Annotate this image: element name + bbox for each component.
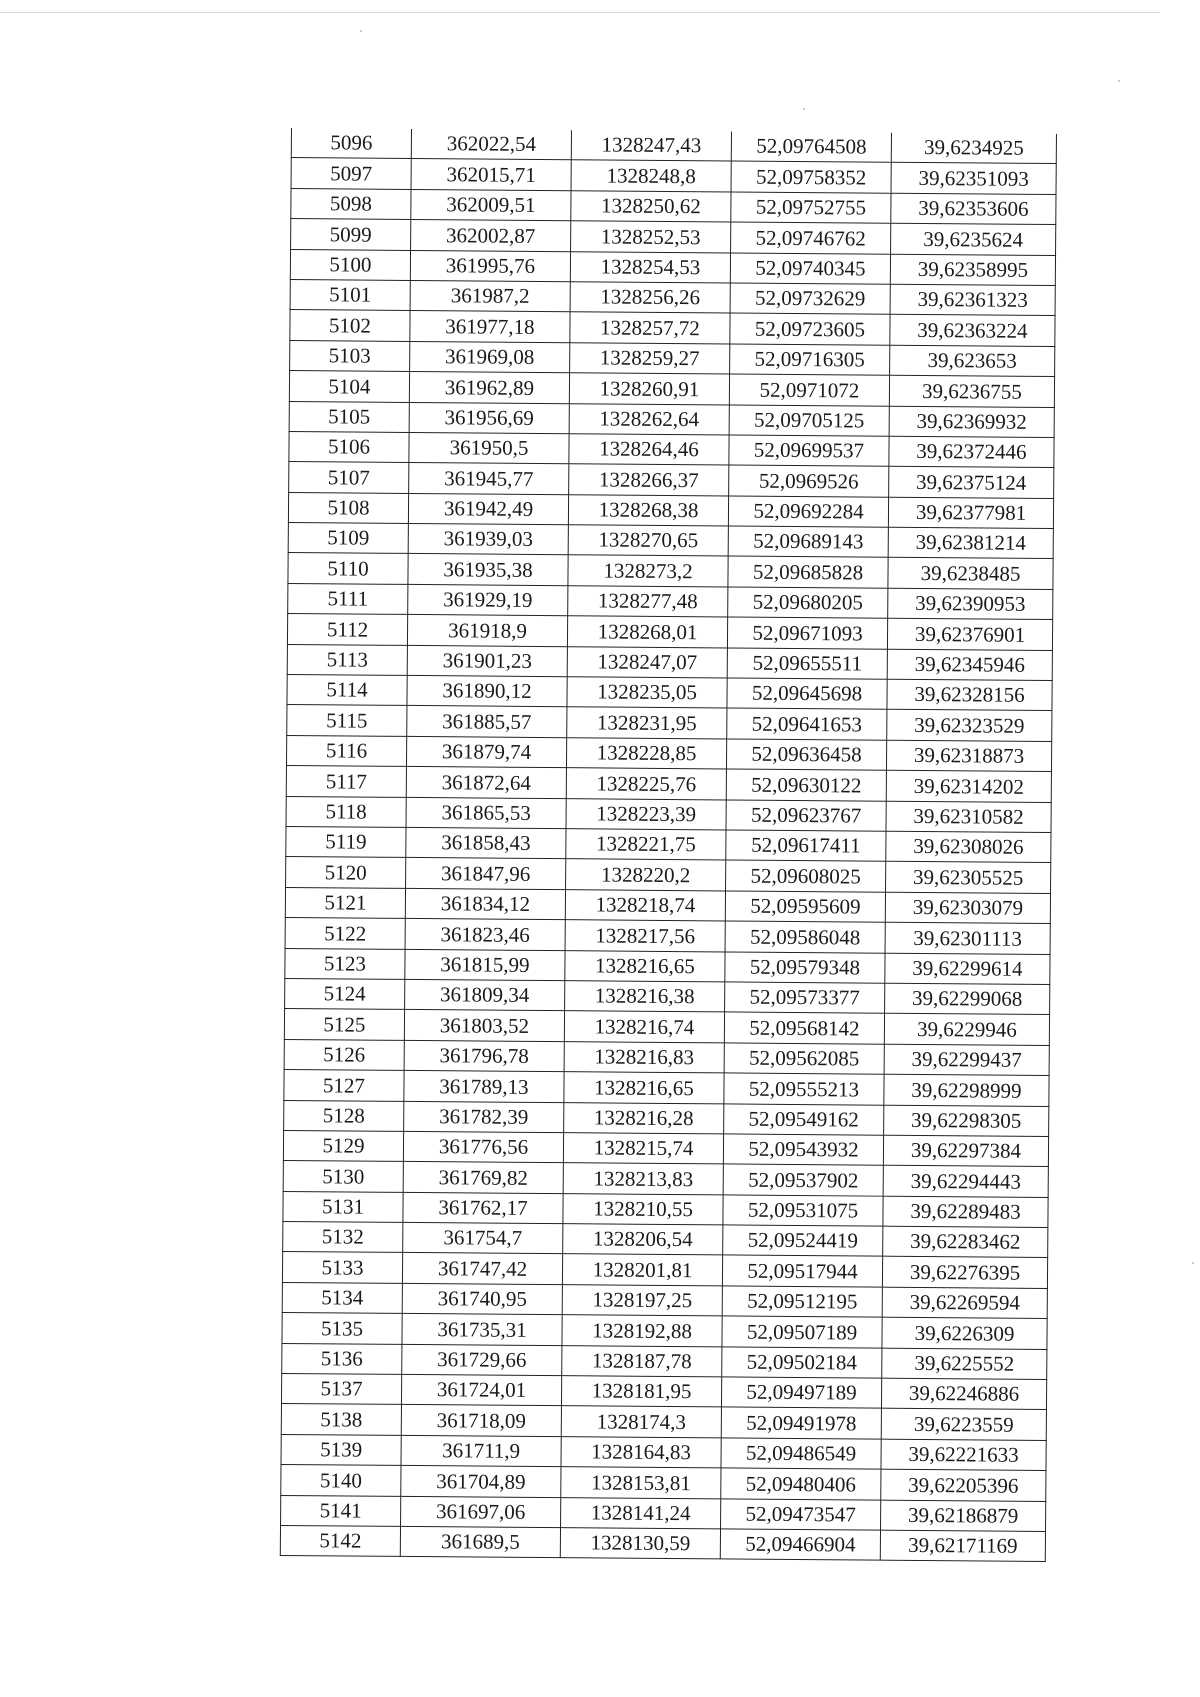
longitude-cell: 39,62221633: [881, 1439, 1046, 1471]
longitude-cell: 39,62297384: [883, 1135, 1048, 1167]
longitude-cell: 39,6229946: [884, 1014, 1049, 1046]
point-number-cell: 5098: [291, 188, 411, 219]
longitude-cell: 39,62289483: [883, 1196, 1048, 1228]
x-coordinate-cell: 361769,82: [403, 1162, 563, 1194]
longitude-cell: 39,62205396: [881, 1469, 1046, 1501]
point-number-cell: 5111: [288, 583, 408, 614]
y-coordinate-cell: 1328264,46: [569, 434, 729, 466]
y-coordinate-cell: 1328216,65: [564, 1072, 724, 1104]
longitude-cell: 39,62299614: [885, 953, 1050, 985]
longitude-cell: 39,62301113: [885, 922, 1050, 954]
y-coordinate-cell: 1328223,39: [566, 798, 726, 830]
x-coordinate-cell: 362002,87: [411, 220, 571, 252]
longitude-cell: 39,62294443: [883, 1165, 1048, 1197]
x-coordinate-cell: 361782,39: [404, 1101, 564, 1133]
x-coordinate-cell: 361711,9: [401, 1435, 561, 1467]
latitude-cell: 52,09531075: [723, 1195, 883, 1227]
latitude-cell: 52,09716305: [730, 344, 890, 376]
point-number-cell: 5130: [283, 1161, 403, 1192]
longitude-cell: 39,62269594: [882, 1287, 1047, 1319]
longitude-cell: 39,6225552: [882, 1348, 1047, 1380]
longitude-cell: 39,62345946: [887, 649, 1052, 681]
x-coordinate-cell: 362009,51: [411, 189, 571, 221]
x-coordinate-cell: 361815,99: [405, 949, 565, 981]
y-coordinate-cell: 1328268,38: [568, 494, 728, 526]
latitude-cell: 52,09517944: [722, 1255, 882, 1287]
x-coordinate-cell: 361847,96: [406, 858, 566, 890]
point-number-cell: 5135: [282, 1313, 402, 1344]
x-coordinate-cell: 361689,5: [400, 1526, 560, 1558]
latitude-cell: 52,09705125: [729, 404, 889, 436]
y-coordinate-cell: 1328247,07: [567, 646, 727, 678]
longitude-cell: 39,62246886: [881, 1378, 1046, 1410]
latitude-cell: 52,09671093: [727, 617, 887, 649]
point-number-cell: 5133: [282, 1252, 402, 1283]
longitude-cell: 39,62299068: [885, 983, 1050, 1015]
point-number-cell: 5125: [284, 1009, 404, 1040]
longitude-cell: 39,62363224: [890, 315, 1055, 347]
point-number-cell: 5112: [287, 614, 407, 645]
y-coordinate-cell: 1328164,83: [561, 1436, 721, 1468]
y-coordinate-cell: 1328197,25: [562, 1285, 722, 1317]
x-coordinate-cell: 361823,46: [405, 919, 565, 951]
longitude-cell: 39,623653: [890, 345, 1055, 377]
point-number-cell: 5117: [286, 766, 406, 797]
latitude-cell: 52,09758352: [731, 161, 891, 193]
y-coordinate-cell: 1328250,62: [571, 190, 731, 222]
point-number-cell: 5123: [285, 948, 405, 979]
x-coordinate-cell: 361789,13: [404, 1071, 564, 1103]
x-coordinate-cell: 361987,2: [410, 280, 570, 312]
point-number-cell: 5109: [288, 523, 408, 554]
latitude-cell: 52,09486549: [721, 1438, 881, 1470]
x-coordinate-cell: 361729,66: [402, 1344, 562, 1376]
x-coordinate-cell: 361939,03: [408, 524, 568, 556]
x-coordinate-cell: 361724,01: [401, 1374, 561, 1406]
x-coordinate-cell: 361872,64: [406, 767, 566, 799]
point-number-cell: 5116: [286, 735, 406, 766]
longitude-cell: 39,62323529: [887, 710, 1052, 742]
point-number-cell: 5134: [282, 1282, 402, 1313]
point-number-cell: 5120: [286, 857, 406, 888]
y-coordinate-cell: 1328235,05: [567, 677, 727, 709]
point-number-cell: 5127: [284, 1070, 404, 1101]
longitude-cell: 39,62303079: [885, 892, 1050, 924]
y-coordinate-cell: 1328270,65: [568, 525, 728, 557]
longitude-cell: 39,6234925: [891, 133, 1056, 164]
point-number-cell: 5126: [284, 1039, 404, 1070]
latitude-cell: 52,09543932: [723, 1134, 883, 1166]
point-number-cell: 5096: [291, 128, 411, 159]
point-number-cell: 5110: [288, 553, 408, 584]
latitude-cell: 52,09752755: [731, 192, 891, 224]
coordinates-table-body: [280, 128, 1056, 1562]
y-coordinate-cell: 1328215,74: [563, 1133, 723, 1165]
longitude-cell: 39,62276395: [882, 1257, 1047, 1289]
latitude-cell: 52,09579348: [725, 951, 885, 983]
latitude-cell: 52,09507189: [722, 1316, 882, 1348]
y-coordinate-cell: 1328216,28: [564, 1102, 724, 1134]
x-coordinate-cell: 361747,42: [402, 1253, 562, 1285]
point-number-cell: 5101: [290, 279, 410, 310]
latitude-cell: 52,09537902: [723, 1164, 883, 1196]
point-number-cell: 5105: [289, 401, 409, 432]
point-number-cell: 5141: [281, 1495, 401, 1526]
latitude-cell: 52,09764508: [731, 131, 891, 162]
x-coordinate-cell: 361995,76: [410, 250, 570, 282]
y-coordinate-cell: 1328220,2: [566, 859, 726, 891]
scan-speck: [360, 30, 362, 32]
y-coordinate-cell: 1328260,91: [569, 373, 729, 405]
x-coordinate-cell: 361929,19: [408, 584, 568, 616]
longitude-cell: 39,62299437: [884, 1044, 1049, 1076]
x-coordinate-cell: 361969,08: [410, 341, 570, 373]
y-coordinate-cell: 1328268,01: [567, 616, 727, 648]
y-coordinate-cell: 1328210,55: [563, 1193, 723, 1225]
longitude-cell: 39,62376901: [887, 618, 1052, 650]
latitude-cell: 52,09473547: [721, 1498, 881, 1530]
x-coordinate-cell: 361776,56: [403, 1131, 563, 1163]
latitude-cell: 52,09623767: [726, 800, 886, 832]
y-coordinate-cell: 1328213,83: [563, 1163, 723, 1195]
point-number-cell: 5107: [289, 462, 409, 493]
point-number-cell: 5121: [285, 887, 405, 918]
latitude-cell: 52,09692284: [728, 496, 888, 528]
latitude-cell: 52,09608025: [726, 860, 886, 892]
latitude-cell: 52,09645698: [727, 678, 887, 710]
y-coordinate-cell: 1328218,74: [565, 889, 725, 921]
latitude-cell: 52,09680205: [728, 587, 888, 619]
x-coordinate-cell: 361885,57: [407, 706, 567, 738]
y-coordinate-cell: 1328225,76: [566, 768, 726, 800]
x-coordinate-cell: 361834,12: [405, 888, 565, 920]
longitude-cell: 39,62305525: [886, 862, 1051, 894]
latitude-cell: 52,09641653: [727, 708, 887, 740]
y-coordinate-cell: 1328141,24: [561, 1497, 721, 1529]
y-coordinate-cell: 1328216,65: [565, 950, 725, 982]
y-coordinate-cell: 1328217,56: [565, 920, 725, 952]
longitude-cell: 39,62186879: [881, 1500, 1046, 1532]
latitude-cell: 52,09549162: [724, 1103, 884, 1135]
point-number-cell: 5142: [280, 1525, 400, 1556]
point-number-cell: 5137: [281, 1373, 401, 1404]
point-number-cell: 5118: [286, 796, 406, 827]
point-number-cell: 5097: [291, 158, 411, 189]
point-number-cell: 5119: [286, 826, 406, 857]
point-number-cell: 5139: [281, 1434, 401, 1465]
latitude-cell: 52,09655511: [727, 648, 887, 680]
x-coordinate-cell: 361879,74: [406, 736, 566, 768]
point-number-cell: 5124: [285, 978, 405, 1009]
longitude-cell: 39,6226309: [882, 1317, 1047, 1349]
y-coordinate-cell: 1328216,83: [564, 1041, 724, 1073]
y-coordinate-cell: 1328130,59: [560, 1528, 720, 1560]
y-coordinate-cell: 1328273,2: [568, 555, 728, 587]
point-number-cell: 5102: [290, 310, 410, 341]
latitude-cell: 52,09689143: [728, 526, 888, 558]
latitude-cell: 52,09512195: [722, 1286, 882, 1318]
x-coordinate-cell: 361858,43: [406, 827, 566, 859]
point-number-cell: 5136: [282, 1343, 402, 1374]
y-coordinate-cell: 1328231,95: [567, 707, 727, 739]
point-number-cell: 5114: [287, 675, 407, 706]
x-coordinate-cell: 361697,06: [401, 1496, 561, 1528]
latitude-cell: 52,0969526: [729, 465, 889, 497]
latitude-cell: 52,09568142: [724, 1012, 884, 1044]
x-coordinate-cell: 361735,31: [402, 1314, 562, 1346]
x-coordinate-cell: 361754,7: [403, 1222, 563, 1254]
longitude-cell: 39,62310582: [886, 801, 1051, 833]
y-coordinate-cell: 1328256,26: [570, 282, 730, 314]
x-coordinate-cell: 361918,9: [407, 615, 567, 647]
y-coordinate-cell: 1328181,95: [561, 1376, 721, 1408]
x-coordinate-cell: 361704,89: [401, 1466, 561, 1498]
scan-edge-line: [0, 12, 1160, 13]
point-number-cell: 5104: [289, 371, 409, 402]
x-coordinate-cell: 361942,49: [408, 493, 568, 525]
longitude-cell: 39,62318873: [886, 740, 1051, 772]
x-coordinate-cell: 361762,17: [403, 1192, 563, 1224]
y-coordinate-cell: 1328153,81: [561, 1467, 721, 1499]
y-coordinate-cell: 1328228,85: [566, 737, 726, 769]
longitude-cell: 39,62361323: [890, 284, 1055, 316]
y-coordinate-cell: 1328259,27: [570, 342, 730, 374]
longitude-cell: 39,6235624: [891, 223, 1056, 255]
point-number-cell: 5103: [290, 340, 410, 371]
x-coordinate-cell: 361740,95: [402, 1283, 562, 1315]
y-coordinate-cell: 1328216,74: [564, 1011, 724, 1043]
longitude-cell: 39,62308026: [886, 831, 1051, 863]
latitude-cell: 52,09685828: [728, 556, 888, 588]
latitude-cell: 52,09466904: [720, 1529, 880, 1561]
y-coordinate-cell: 1328221,75: [566, 829, 726, 861]
x-coordinate-cell: 361901,23: [407, 645, 567, 677]
scan-speck: [1118, 80, 1120, 82]
point-number-cell: 5113: [287, 644, 407, 675]
x-coordinate-cell: 361803,52: [404, 1010, 564, 1042]
latitude-cell: 52,09636458: [726, 739, 886, 771]
y-coordinate-cell: 1328277,48: [568, 586, 728, 618]
longitude-cell: 39,62353606: [891, 193, 1056, 225]
latitude-cell: 52,09502184: [722, 1347, 882, 1379]
latitude-cell: 52,09573377: [725, 982, 885, 1014]
x-coordinate-cell: 361977,18: [410, 311, 570, 343]
point-number-cell: 5115: [287, 705, 407, 736]
longitude-cell: 39,62358995: [890, 254, 1055, 286]
longitude-cell: 39,62314202: [886, 770, 1051, 802]
x-coordinate-cell: 361956,69: [409, 402, 569, 434]
latitude-cell: 52,09699537: [729, 435, 889, 467]
longitude-cell: 39,6238485: [888, 558, 1053, 590]
y-coordinate-cell: 1328216,38: [565, 981, 725, 1013]
point-number-cell: 5099: [291, 219, 411, 250]
y-coordinate-cell: 1328174,3: [561, 1406, 721, 1438]
longitude-cell: 39,6223559: [881, 1409, 1046, 1441]
latitude-cell: 52,09746762: [731, 222, 891, 254]
point-number-cell: 5122: [285, 918, 405, 949]
y-coordinate-cell: 1328266,37: [569, 464, 729, 496]
latitude-cell: 52,09723605: [730, 313, 890, 345]
point-number-cell: 5128: [284, 1100, 404, 1131]
longitude-cell: 39,62377981: [888, 497, 1053, 529]
latitude-cell: 52,0971072: [729, 374, 889, 406]
longitude-cell: 39,62283462: [883, 1226, 1048, 1258]
longitude-cell: 39,62381214: [888, 527, 1053, 559]
longitude-cell: 39,62375124: [889, 467, 1054, 499]
latitude-cell: 52,09732629: [730, 283, 890, 315]
latitude-cell: 52,09491978: [721, 1407, 881, 1439]
y-coordinate-cell: 1328252,53: [571, 221, 731, 253]
latitude-cell: 52,09617411: [726, 830, 886, 862]
latitude-cell: 52,09562085: [724, 1043, 884, 1075]
scan-speck: [1192, 1262, 1194, 1264]
longitude-cell: 39,62328156: [887, 679, 1052, 711]
point-number-cell: 5129: [283, 1130, 403, 1161]
longitude-cell: 39,62351093: [891, 163, 1056, 195]
point-number-cell: 5132: [283, 1222, 403, 1253]
latitude-cell: 52,09524419: [723, 1225, 883, 1257]
point-number-cell: 5100: [290, 249, 410, 280]
y-coordinate-cell: 1328254,53: [570, 251, 730, 283]
longitude-cell: 39,6236755: [889, 375, 1054, 407]
latitude-cell: 52,09595609: [725, 891, 885, 923]
longitude-cell: 39,62369932: [889, 406, 1054, 438]
x-coordinate-cell: 361950,5: [409, 432, 569, 464]
longitude-cell: 39,62372446: [889, 436, 1054, 468]
latitude-cell: 52,09740345: [730, 253, 890, 285]
x-coordinate-cell: 361935,38: [408, 554, 568, 586]
y-coordinate-cell: 1328206,54: [563, 1224, 723, 1256]
x-coordinate-cell: 361718,09: [401, 1405, 561, 1437]
x-coordinate-cell: 362015,71: [411, 159, 571, 191]
x-coordinate-cell: 361962,89: [409, 372, 569, 404]
point-number-cell: 5106: [289, 431, 409, 462]
latitude-cell: 52,09555213: [724, 1073, 884, 1105]
longitude-cell: 39,62298999: [884, 1074, 1049, 1106]
point-number-cell: 5140: [281, 1465, 401, 1496]
point-number-cell: 5131: [283, 1191, 403, 1222]
table-row: [280, 1525, 1045, 1561]
x-coordinate-cell: 361865,53: [406, 797, 566, 829]
coordinates-table: [280, 128, 1057, 1562]
x-coordinate-cell: 362022,54: [411, 129, 571, 160]
y-coordinate-cell: 1328192,88: [562, 1315, 722, 1347]
x-coordinate-cell: 361890,12: [407, 675, 567, 707]
latitude-cell: 52,09480406: [721, 1468, 881, 1500]
y-coordinate-cell: 1328201,81: [562, 1254, 722, 1286]
latitude-cell: 52,09497189: [721, 1377, 881, 1409]
longitude-cell: 39,62171169: [880, 1530, 1045, 1562]
point-number-cell: 5138: [281, 1404, 401, 1435]
longitude-cell: 39,62390953: [888, 588, 1053, 620]
x-coordinate-cell: 361796,78: [404, 1040, 564, 1072]
y-coordinate-cell: 1328257,72: [570, 312, 730, 344]
scan-speck: [803, 108, 805, 110]
x-coordinate-cell: 361809,34: [405, 979, 565, 1011]
longitude-cell: 39,62298305: [884, 1105, 1049, 1137]
point-number-cell: 5108: [288, 492, 408, 523]
latitude-cell: 52,09586048: [725, 921, 885, 953]
y-coordinate-cell: 1328187,78: [562, 1345, 722, 1377]
x-coordinate-cell: 361945,77: [409, 463, 569, 495]
y-coordinate-cell: 1328248,8: [571, 160, 731, 192]
y-coordinate-cell: 1328247,43: [571, 130, 731, 161]
y-coordinate-cell: 1328262,64: [569, 403, 729, 435]
latitude-cell: 52,09630122: [726, 769, 886, 801]
